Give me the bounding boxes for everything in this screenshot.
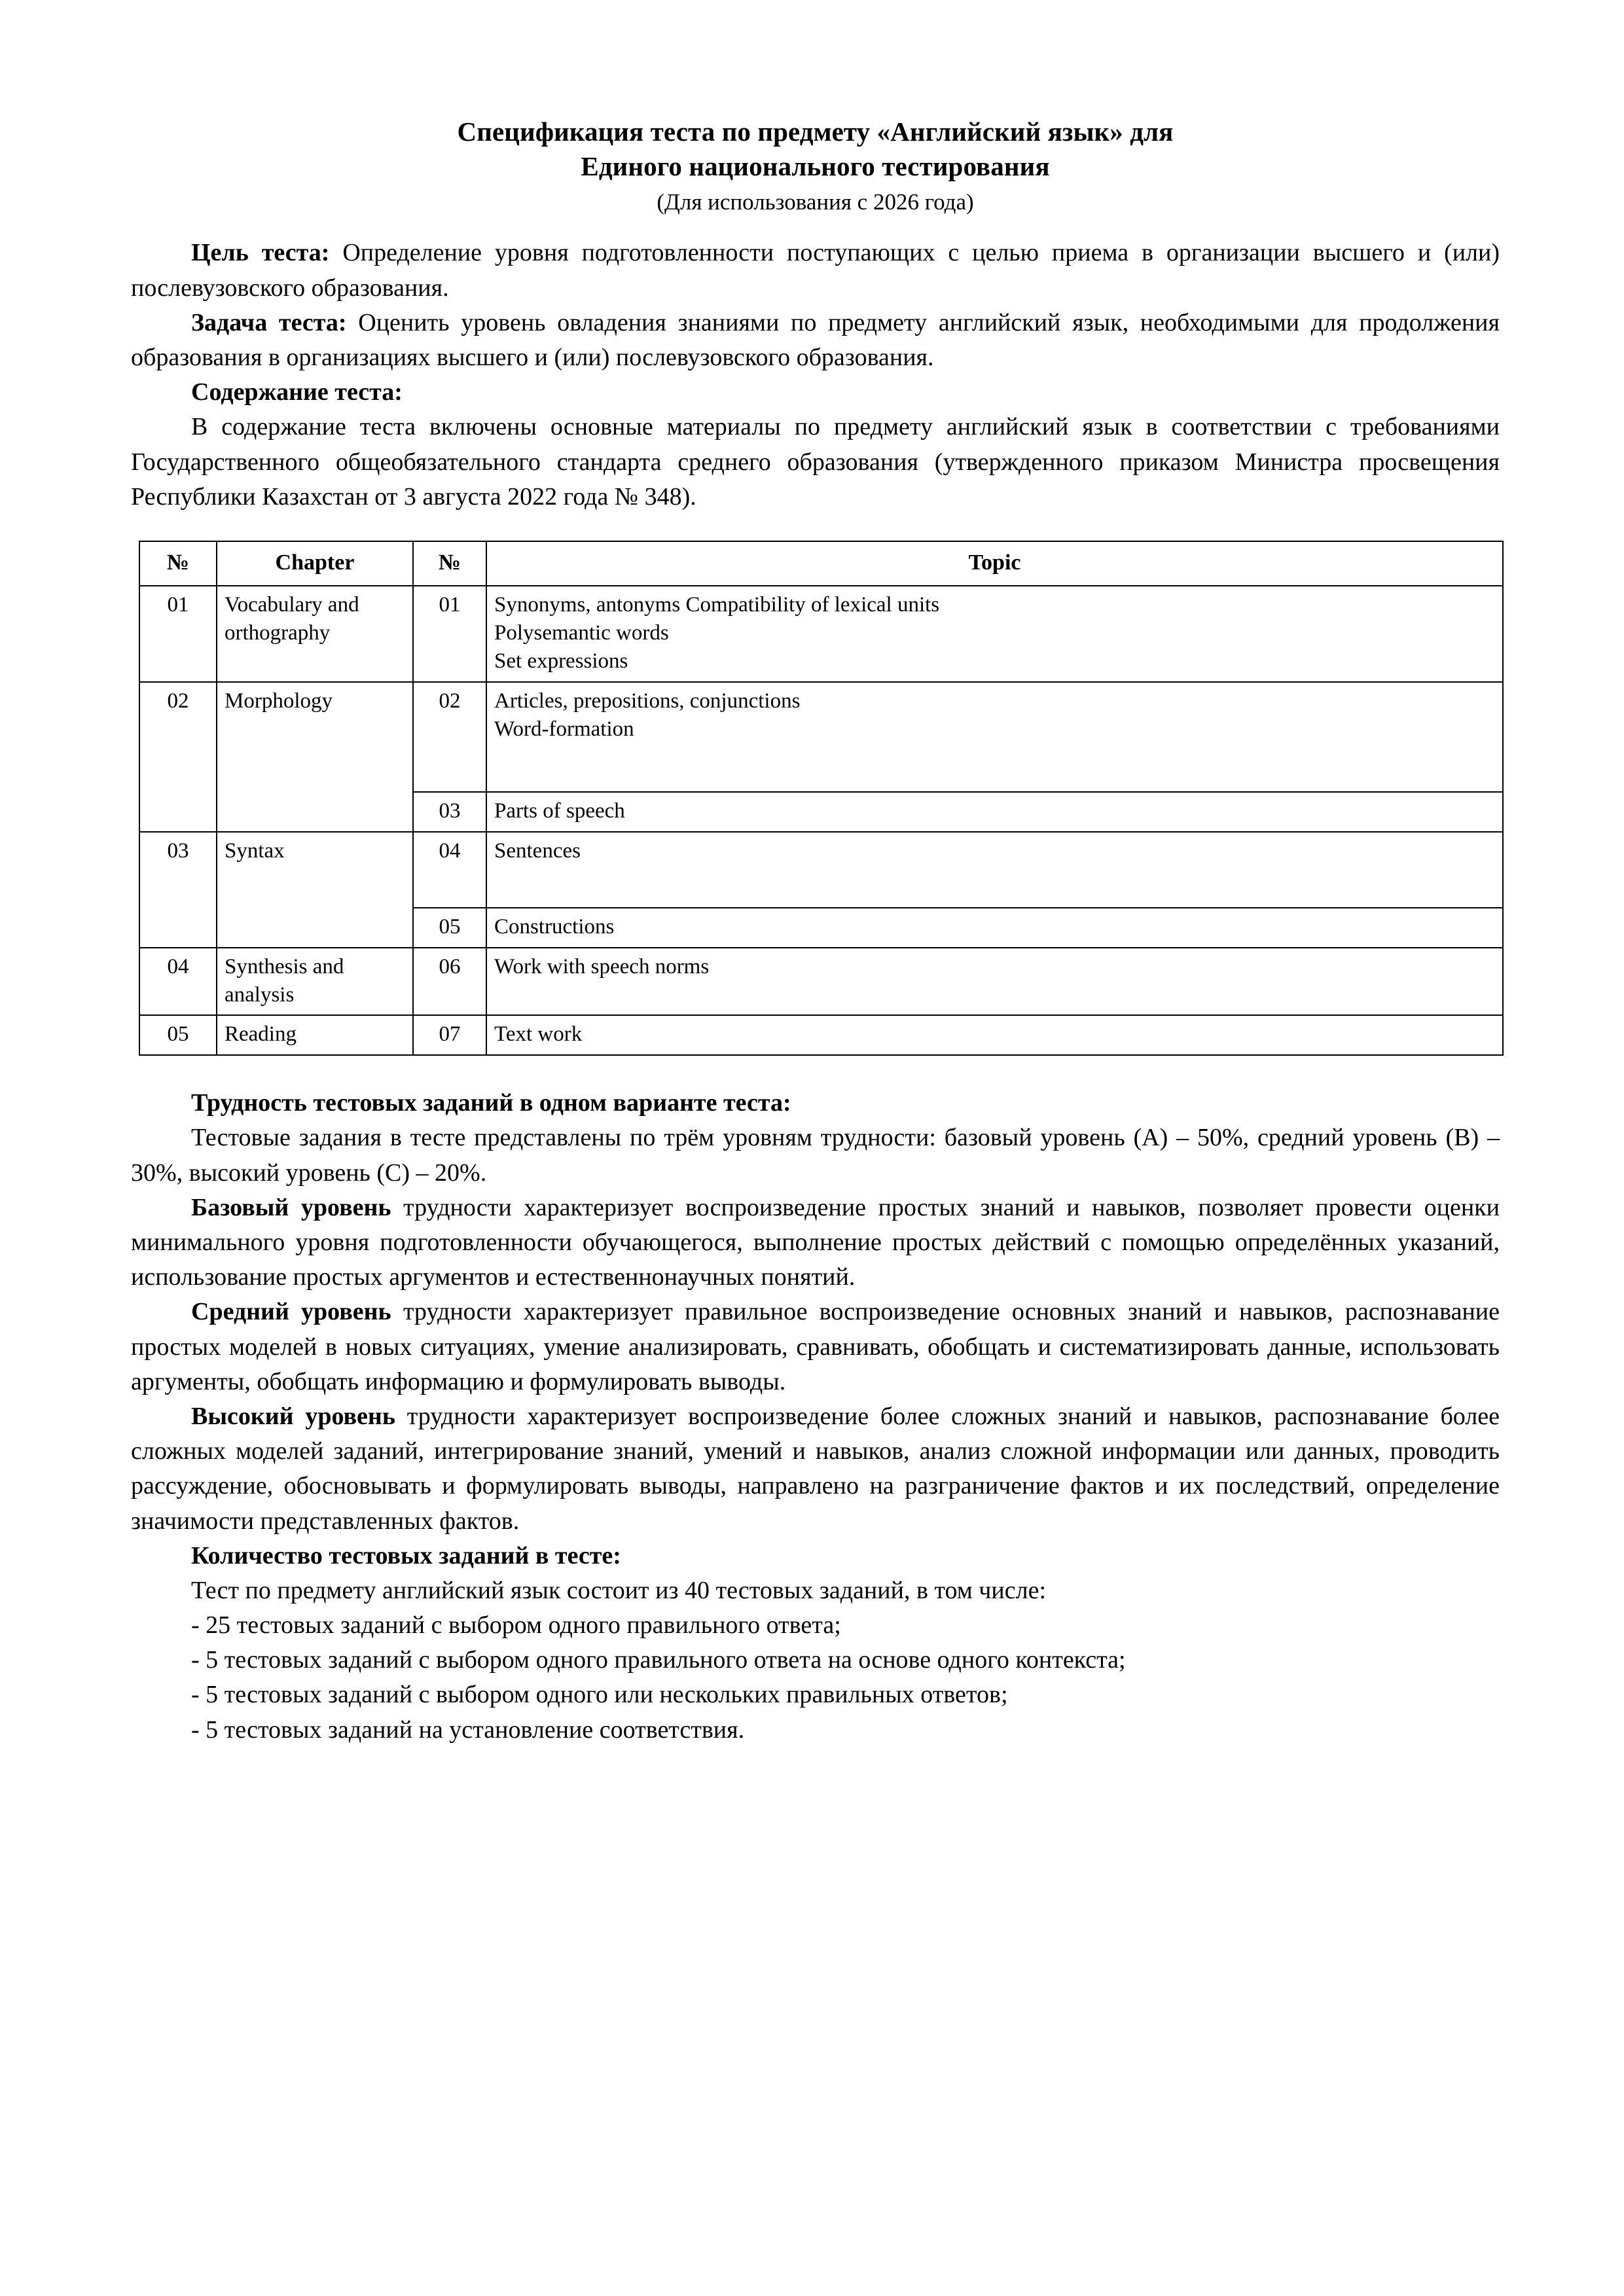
paragraph-high-level bbox=[131, 1399, 1500, 1539]
cell-topic-text bbox=[486, 682, 1503, 792]
paragraph-difficulty: Тестовые задания в тесте представлены по трём уровням трудности: базовый уровень (А) – 50%, средний уровень (В) – 30%, высокий уровень (С) – 20%. bbox=[131, 1124, 1500, 1187]
cell-topic-no: 02 bbox=[413, 682, 486, 792]
title-spacer bbox=[131, 229, 1500, 236]
high-level-label: Высокий уровень bbox=[191, 1402, 395, 1430]
table-head bbox=[139, 541, 1503, 586]
content-label: Содержание теста: bbox=[191, 378, 403, 406]
cell-chapter-name: Reading bbox=[217, 1015, 413, 1055]
count-section bbox=[131, 1539, 1500, 1748]
cell-topic-no: 03 bbox=[413, 792, 486, 832]
column-header-no-2: № bbox=[413, 541, 486, 586]
paragraph-medium-level bbox=[131, 1295, 1500, 1399]
column-header-chapter: Chapter bbox=[217, 541, 413, 586]
table-row bbox=[139, 1015, 1503, 1055]
count-item: - 5 тестовых заданий с выбором одного правильного ответа на основе одного контекста; bbox=[191, 1646, 1126, 1674]
cell-topic-text: Parts of speech bbox=[486, 792, 1503, 832]
chapter-name-line: orthography bbox=[225, 621, 331, 645]
heading-content bbox=[131, 375, 1500, 410]
cell-topic-no: 05 bbox=[413, 908, 486, 948]
cell-chapter-no: 04 bbox=[139, 948, 217, 1016]
cell-topic-no: 07 bbox=[413, 1015, 486, 1055]
cell-topic-text bbox=[486, 586, 1503, 682]
topic-line: Set expressions bbox=[494, 649, 628, 673]
title-line-1: Спецификация теста по предмету «Английский язык» для bbox=[457, 117, 1174, 147]
cell-chapter-no: 05 bbox=[139, 1015, 217, 1055]
difficulty-section bbox=[131, 1086, 1500, 1538]
task-label: Задача теста: bbox=[191, 308, 347, 336]
heading-count bbox=[131, 1539, 1500, 1573]
goal-label: Цель теста: bbox=[191, 239, 330, 267]
paragraph-task bbox=[131, 306, 1500, 375]
paragraph-count-intro: Тест по предмету английский язык состоит из 40 тестовых заданий, в том числе: bbox=[191, 1576, 1047, 1604]
title-subtitle: (Для использования с 2026 года) bbox=[657, 188, 974, 215]
chapter-name-line: Vocabulary and bbox=[225, 593, 359, 617]
topic-line: Synonyms, antonyms Compatibility of lexical units bbox=[494, 593, 940, 617]
cell-chapter-name bbox=[217, 586, 413, 682]
cell-topic-no: 06 bbox=[413, 948, 486, 1016]
document-title-block bbox=[131, 115, 1500, 217]
table-header-row bbox=[139, 541, 1503, 586]
table-row bbox=[139, 682, 1503, 792]
cell-chapter-name: Morphology bbox=[217, 682, 413, 832]
cell-topic-text: Text work bbox=[486, 1015, 1503, 1055]
basic-level-label: Базовый уровень bbox=[191, 1193, 391, 1221]
cell-topic-no: 04 bbox=[413, 832, 486, 908]
cell-topic-text: Work with speech norms bbox=[486, 948, 1503, 1016]
basic-level-text: трудности характеризует воспроизведение простых знаний и навыков, позволяет провести оценки минимального уровня подготовленности обучающегося, выполнение простых действий с помощью определённых указаний, использование простых аргументов и естественнонаучных понятий. bbox=[131, 1193, 1500, 1291]
cell-chapter-name: Synthesis and analysis bbox=[217, 948, 413, 1016]
difficulty-label: Трудность тестовых заданий в одном варианте теста: bbox=[191, 1089, 791, 1117]
cell-topic-no: 01 bbox=[413, 586, 486, 682]
chapters-topics-table bbox=[139, 541, 1504, 1056]
cell-chapter-no: 03 bbox=[139, 832, 217, 948]
count-label: Количество тестовых заданий в тесте: bbox=[191, 1541, 621, 1570]
cell-chapter-no: 02 bbox=[139, 682, 217, 832]
task-text: Оценить уровень овладения знаниями по предмету английский язык, необходимыми для продолжения образования в организациях высшего и (или) послевузовского образования. bbox=[131, 308, 1500, 372]
cell-topic-text: Constructions bbox=[486, 908, 1503, 948]
column-header-no-1: № bbox=[139, 541, 217, 586]
topic-line: Articles, prepositions, conjunctions bbox=[494, 689, 801, 713]
medium-level-text: трудности характеризует правильное воспроизведение основных знаний и навыков, распознавание простых моделей в новых ситуациях, умение анализировать, сравнивать, обобщать и систематизировать данные, использовать аргументы, обобщать информацию и формулировать выводы. bbox=[131, 1298, 1500, 1395]
table-row bbox=[139, 586, 1503, 682]
high-level-text: трудности характеризует воспроизведение более сложных знаний и навыков, распознавание более сложных моделей заданий, интегрирование знаний, умений и навыков, анализ сложной информации или данных, проводить рассуждение, обосновывать и формулировать выводы, направлено на разграничение фактов и их последствий, определение значимости представленных фактов. bbox=[131, 1402, 1500, 1535]
medium-level-label: Средний уровень bbox=[191, 1298, 391, 1326]
cell-topic-text: Sentences bbox=[486, 832, 1503, 908]
count-item: - 5 тестовых заданий с выбором одного или нескольких правильных ответов; bbox=[191, 1681, 1008, 1709]
count-item: - 5 тестовых заданий на установление соответствия. bbox=[191, 1715, 745, 1744]
topic-line: Word-formation bbox=[494, 717, 634, 741]
title-line-2: Единого национального тестирования bbox=[581, 151, 1050, 182]
count-item: - 25 тестовых заданий с выбором одного правильного ответа; bbox=[191, 1611, 841, 1640]
paragraph-basic-level bbox=[131, 1191, 1500, 1295]
table-row bbox=[139, 832, 1503, 908]
paragraph-goal bbox=[131, 236, 1500, 305]
goal-text: Определение уровня подготовленности поступающих с целью приема в организации высшего и (или) послевузовского образования. bbox=[131, 239, 1500, 302]
table-body bbox=[139, 586, 1503, 1055]
table-row bbox=[139, 948, 1503, 1016]
paragraph-content: В содержание теста включены основные материалы по предмету английский язык в соответствии с требованиями Государственного общеобязательного стандарта среднего образования (утвержденного приказом Министра просвещения Республики Казахстан от 3 августа 2022 года № 348). bbox=[131, 413, 1500, 511]
cell-chapter-no: 01 bbox=[139, 586, 217, 682]
cell-chapter-name: Syntax bbox=[217, 832, 413, 948]
topic-line: Polysemantic words bbox=[494, 621, 669, 645]
heading-difficulty bbox=[131, 1086, 1500, 1121]
column-header-topic: Topic bbox=[486, 541, 1503, 586]
